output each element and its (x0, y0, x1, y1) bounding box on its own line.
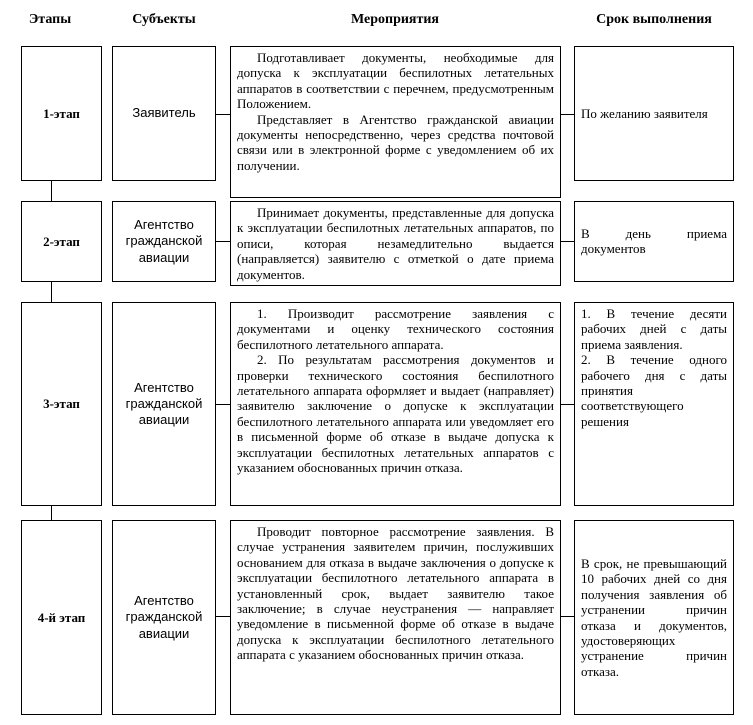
activity-paragraph: Принимает документы, представленные для допуска к эксплуатации беспилотных летательных аппаратов, по описи, которая незамедлительно выдается (направляется) заявителю с отметкой о дате приема документов. (237, 205, 554, 282)
subject-box-3 (112, 302, 216, 506)
subject-label: Заявитель (132, 105, 196, 121)
activity-paragraph: Подготавливает документы, необходимые для допуска к эксплуатации беспилотных летательных аппаратов в соответствии с перечнем, предусмотренным Положением. (237, 50, 554, 112)
row-connector-1 (216, 114, 230, 115)
deadline-text: 1. В течение десяти рабочих дней с даты приема заявления. (581, 306, 727, 352)
subject-label: Агентство гражданской авиации (125, 217, 203, 265)
row-connector-4 (216, 616, 230, 617)
row-connector-1b (561, 114, 574, 115)
activities-box-2 (230, 201, 561, 286)
deadline-box-2 (574, 201, 734, 282)
subject-label: Агентство гражданской авиации (125, 593, 203, 641)
header-deadline: Срок выполнения (596, 12, 712, 27)
stage-label: 3-этап (43, 396, 80, 411)
stage-box-1 (21, 46, 102, 181)
deadline-box-4 (574, 520, 734, 715)
row-connector-2 (216, 241, 230, 242)
stage-box-4 (21, 520, 102, 715)
deadline-text: В срок, не превышающий 10 рабочих дней со дня получения заявления об устранении причин отказа и документов, удостоверяющих устранение причин отказа. (581, 555, 727, 679)
activities-box-4 (230, 520, 561, 715)
row-connector-4b (561, 616, 574, 617)
activity-paragraph: 1. Производит рассмотрение заявления с документами и оценку технического состояния беспилотного летательного аппарата. (237, 306, 554, 352)
subject-box-2 (112, 201, 216, 282)
deadline-text: В день приема документов (581, 226, 727, 257)
subject-label: Агентство гражданской авиации (125, 379, 203, 428)
deadline-box-3 (574, 302, 734, 506)
row-connector-3 (216, 404, 230, 405)
stage-box-3 (21, 302, 102, 506)
stage-box-2 (21, 201, 102, 282)
row-connector-3b (561, 404, 574, 405)
header-subjects: Субъекты (132, 12, 196, 27)
row-connector-2b (561, 241, 574, 242)
header-activities: Мероприятия (350, 12, 440, 27)
deadline-text: По желанию заявителя (581, 105, 708, 121)
activity-paragraph: Представляет в Агентство гражданской авиации документы непосредственно, через средства почтовой связи или в электронной форме с уведомлением об их получении. (237, 111, 554, 173)
activity-paragraph: 2. По результатам рассмотрения документов и проверки технического состояния беспилотного летательного аппарата оформляет и выдает (направляет) заявителю заключение о допуске к эксплуатации беспилотного летательного аппарата или уведомляет его в письменной форме об отказе в выдаче допуска к эксплуатации беспилотных летательных аппаратов с указанием обоснованных причин отказа. (237, 352, 554, 476)
subject-box-4 (112, 520, 216, 715)
activities-box-3 (230, 302, 561, 506)
stage-label: 1-этап (43, 105, 80, 121)
header-stages: Этапы (28, 12, 72, 27)
deadline-box-1 (574, 46, 734, 181)
deadline-text: 2. В течение одного рабочего дня с даты принятия соответствующего решения (581, 352, 727, 429)
activities-box-1 (230, 46, 561, 198)
activity-paragraph: Проводит повторное рассмотрение заявления. В случае устранения заявителем причин, послуживших основанием для отказа в выдаче заключения о допуске к эксплуатации беспилотного летательного аппарата в установленный срок, выдает заявителю такое заключение; в случае неустранения — направляет уведомление в письменной форме об отказе в выдаче допуска к эксплуатации беспилотного летательного аппарата с указанием обоснованных причин отказа. (237, 524, 554, 663)
stage-label: 2-этап (43, 233, 80, 249)
subject-box-1 (112, 46, 216, 181)
stage-label: 4-й этап (37, 609, 86, 625)
